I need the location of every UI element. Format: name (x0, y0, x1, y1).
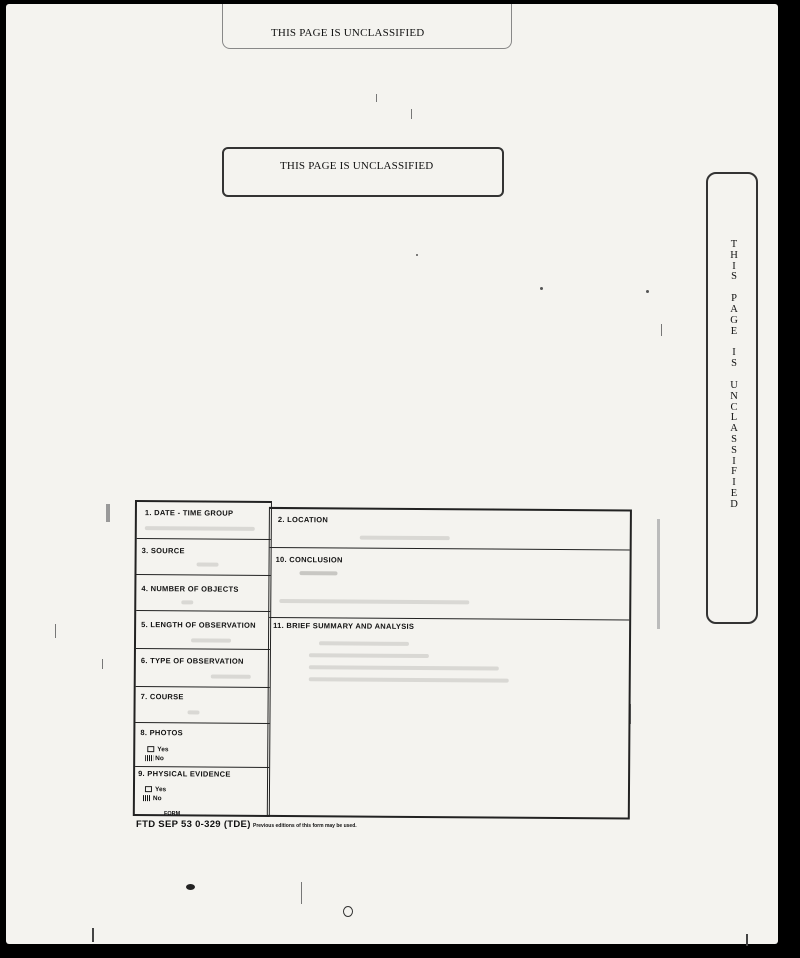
footer-form-code: FTD SEP 53 0-329 (TDE) (136, 819, 251, 830)
faded-entry (191, 638, 231, 642)
label-course: 7. COURSE (140, 692, 184, 702)
side-banner-letter: I (732, 347, 736, 359)
scan-mark (746, 934, 748, 946)
photos-no-option[interactable] (145, 755, 164, 762)
faded-entry (309, 665, 499, 670)
side-banner-letter: C (730, 401, 738, 413)
cell-location (270, 509, 630, 551)
cell-physical-evidence (135, 766, 269, 815)
side-banner-letter: G (730, 314, 738, 326)
cell-source (136, 538, 270, 576)
top-classification-banner: THIS PAGE IS UNCLASSIFIED (271, 27, 425, 39)
cell-course (135, 686, 269, 724)
faded-entry (188, 710, 200, 714)
cell-number-of-objects (136, 574, 270, 612)
faded-entry (309, 677, 509, 682)
checkbox-marked-icon (145, 755, 153, 761)
scan-speck (540, 287, 543, 290)
side-banner-letter: T (730, 239, 738, 250)
cell-brief-summary (268, 617, 629, 818)
side-banner-letter: I (732, 260, 736, 272)
label-date-time-group: 1. DATE - TIME GROUP (144, 508, 234, 518)
physical-evidence-no-option[interactable] (143, 795, 162, 802)
photos-yes-label: Yes (157, 746, 169, 754)
scan-speck (646, 290, 649, 293)
faded-entry (299, 571, 337, 575)
side-banner-letter: S (731, 271, 737, 283)
physical-evidence-yes-option[interactable] (145, 786, 166, 793)
label-brief-summary: 11. BRIEF SUMMARY AND ANALYSIS (273, 620, 415, 631)
side-banner-letter: L (730, 412, 738, 424)
scan-mark (411, 109, 412, 119)
faded-entry (279, 599, 469, 604)
faded-entry (211, 675, 251, 679)
label-conclusion: 10. CONCLUSION (275, 554, 343, 565)
faded-entry (181, 600, 193, 604)
side-banner-letter: S (731, 433, 737, 445)
cell-date-time-group (137, 502, 271, 540)
faded-entry (319, 641, 409, 646)
cell-conclusion (269, 547, 629, 621)
side-classification-banner (724, 240, 744, 511)
cell-photos (135, 722, 269, 768)
side-banner-letter: I (732, 477, 736, 489)
scan-mark (92, 928, 94, 942)
label-number-of-objects: 4. NUMBER OF OBJECTS (141, 584, 239, 594)
side-banner-letter: F (731, 466, 737, 478)
label-type-of-observation: 6. TYPE OF OBSERVATION (140, 656, 244, 666)
side-banner-letter: N (730, 390, 738, 402)
middle-classification-box (222, 147, 504, 197)
label-length-of-observation: 5. LENGTH OF OBSERVATION (141, 620, 256, 630)
label-photos: 8. PHOTOS (140, 728, 183, 738)
side-banner-letter: P (731, 293, 737, 305)
scan-speck (343, 906, 353, 917)
physical-evidence-yes-label: Yes (154, 786, 167, 794)
scan-mark (661, 324, 662, 336)
scan-mark (657, 519, 660, 629)
side-banner-letter: I (732, 455, 736, 467)
scan-speck (186, 884, 195, 890)
checkbox-marked-icon (143, 795, 151, 801)
physical-evidence-no-label: No (152, 795, 162, 803)
form-left-column (133, 500, 272, 817)
side-banner-letter: S (731, 358, 737, 370)
cell-length-of-observation (136, 610, 270, 650)
faded-entry (197, 562, 219, 566)
checkbox-empty-icon (147, 746, 154, 752)
label-source: 3. SOURCE (141, 546, 185, 556)
middle-classification-banner: THIS PAGE IS UNCLASSIFIED (280, 160, 434, 172)
side-banner-letter: H (730, 249, 738, 261)
form-right-column (267, 507, 632, 820)
project-record-form (133, 500, 633, 823)
side-banner-letter: A (730, 423, 738, 435)
footer-previous-editions-note: Previous editions of this form may be used. (253, 823, 357, 829)
label-location: 2. LOCATION (277, 514, 329, 525)
side-banner-letter: E (730, 325, 738, 337)
label-physical-evidence: 9. PHYSICAL EVIDENCE (138, 769, 231, 779)
footer-form-word: FORM (164, 811, 181, 817)
side-banner-letter: D (730, 498, 738, 510)
scan-mark (376, 94, 377, 102)
side-banner-letter: E (730, 487, 738, 499)
side-banner-letter: A (730, 303, 738, 315)
checkbox-empty-icon (145, 786, 152, 792)
side-banner-letter: U (730, 379, 738, 391)
photos-no-label: No (155, 755, 164, 763)
cell-type-of-observation (136, 648, 270, 688)
scan-mark (106, 504, 110, 522)
photos-yes-option[interactable] (147, 746, 168, 753)
side-banner-letter: S (731, 444, 737, 456)
faded-entry (309, 653, 429, 658)
scan-mark (55, 624, 56, 638)
scan-mark (301, 882, 302, 904)
scan-mark (102, 659, 103, 669)
scan-speck (416, 254, 418, 256)
faded-entry (360, 536, 450, 541)
faded-entry (145, 526, 255, 531)
